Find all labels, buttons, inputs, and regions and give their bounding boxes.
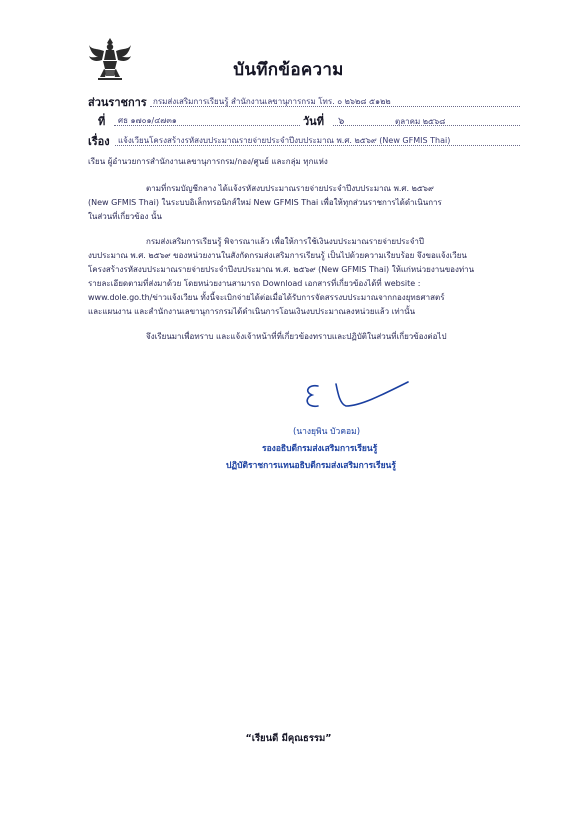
footer-motto: “เรียนดี มีคุณธรรม”	[245, 733, 332, 744]
date-label: วันที่	[303, 115, 324, 128]
memo-title: บันทึกข้อความ	[233, 60, 344, 80]
subject-dotted-line	[115, 145, 520, 146]
paragraph-2-line-5: www.dole.go.th/ข่าวแจ้งเวียน ทั้งนี้จะเบิกจ่ายได้ต่อเมื่อได้รับการจัดสรรงบประมาณจากกองยุทธศาสตร์	[88, 293, 445, 302]
paragraph-2-line-4: รายละเอียดตามที่ส่งมาด้วย โดยหน่วยงานสามารถ Download เอกสารที่เกี่ยวข้องได้ที่ website :	[88, 279, 421, 288]
subject-value: แจ้งเวียนโครงสร้างรหัสงบประมาณรายจ่ายประจำปีงบประมาณ พ.ศ. ๒๕๖๙ (New GFMIS Thai)	[118, 136, 451, 145]
signatory-position: รองอธิบดีกรมส่งเสริมการเรียนรู้	[262, 444, 378, 454]
salutation: เรียน ผู้อำนวยการสำนักงานเลขานุการกรม/กอง/ศูนย์ และกลุ่ม ทุกแห่ง	[88, 157, 328, 166]
subject-label: เรื่อง	[88, 135, 110, 148]
paragraph-2-line-6: และแผนงาน และสำนักงานเลขานุการกรมได้ดำเนินการโอนเงินงบประมาณลงหน่วยแล้ว เท่านั้น	[88, 307, 416, 316]
date-day: ๖	[338, 116, 345, 127]
ref-value: ศธ ๑๗๐๑/๔๗๓๑	[118, 116, 177, 125]
agency-value: กรมส่งเสริมการเรียนรู้ สำนักงานเลขานุการกรม โทร. ๐ ๒๖๒๘ ๕๑๒๒	[153, 97, 391, 106]
paragraph-2-line-2: งบประมาณ พ.ศ. ๒๕๖๙ ของหน่วยงานในสังกัดกรมส่งเสริมการเรียนรู้ เป็นไปด้วยความเรียบร้อย จึงขอแจ้งเวียน	[88, 251, 467, 260]
date-rest: ตุลาคม ๒๕๖๘	[395, 117, 446, 126]
paragraph-2-line-1: กรมส่งเสริมการเรียนรู้ พิจารณาแล้ว เพื่อให้การใช้เงินงบประมาณรายจ่ายประจำปี	[146, 237, 424, 246]
ref-label: ที่	[98, 115, 106, 128]
paragraph-1-line-1: ตามที่กรมบัญชีกลาง ได้แจ้งรหัสงบประมาณรายจ่ายประจำปีงบประมาณ พ.ศ. ๒๕๖๙	[146, 184, 434, 193]
signatory-name: (นางยุพิน บัวคอม)	[293, 427, 361, 437]
date-dotted-line	[333, 125, 520, 126]
paragraph-1-line-3: ในส่วนที่เกี่ยวข้อง นั้น	[88, 212, 162, 221]
agency-label: ส่วนราชการ	[88, 96, 147, 109]
agency-dotted-line	[150, 106, 520, 107]
paragraph-1-line-2: (New GFMIS Thai) ในระบบอิเล็กทรอนิกส์ใหม่ New GFMIS Thai เพื่อให้ทุกส่วนราชการได้ดำเนินการ	[88, 198, 442, 207]
ref-dotted-line	[114, 125, 300, 126]
signatory-acting-position: ปฏิบัติราชการแทนอธิบดีกรมส่งเสริมการเรียนรู้	[226, 461, 396, 471]
paragraph-2-line-3: โครงสร้างรหัสงบประมาณรายจ่ายประจำปีงบประมาณ พ.ศ. ๒๕๖๙ (New GFMIS Thai) ให้แก่หน่วยงานของท่าน	[88, 265, 475, 274]
handwritten-signature	[300, 376, 420, 418]
paragraph-3: จึงเรียนมาเพื่อทราบ และแจ้งเจ้าหน้าที่ที่เกี่ยวข้องทราบและปฏิบัติในส่วนที่เกี่ยวข้องต่อไป	[146, 332, 447, 341]
